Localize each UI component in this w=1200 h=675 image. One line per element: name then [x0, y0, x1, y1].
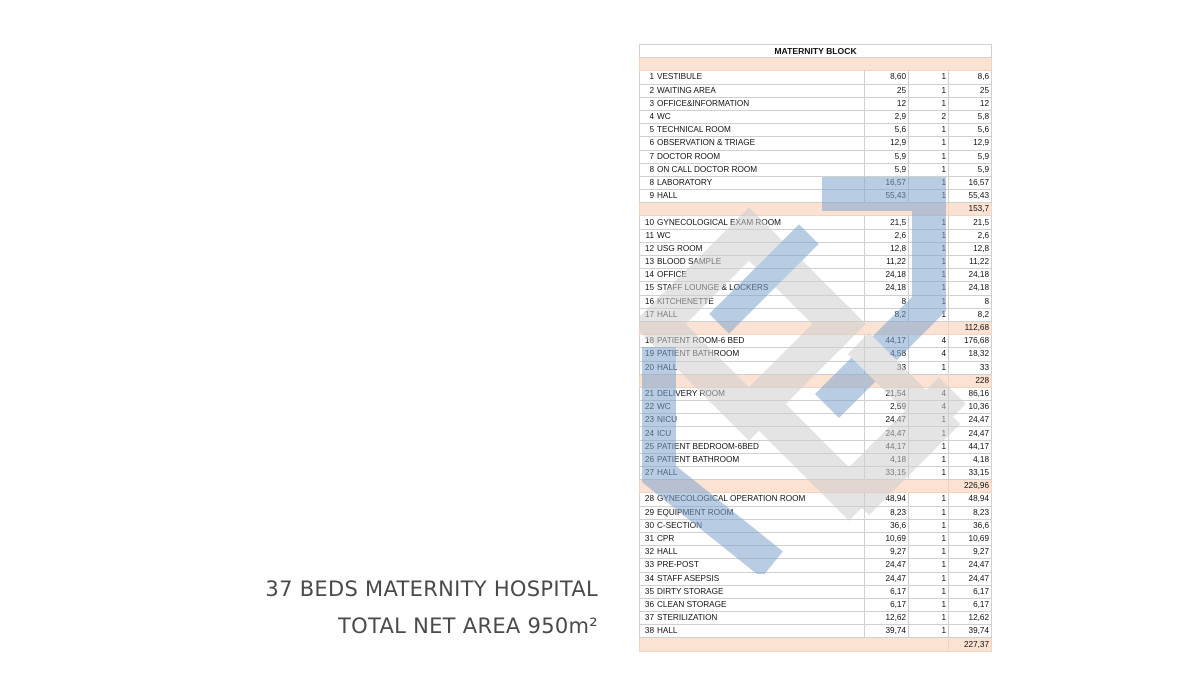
room-count: 1 — [909, 97, 949, 110]
room-total: 12 — [949, 97, 992, 110]
room-number: 1 — [649, 72, 654, 82]
table-row — [640, 453, 992, 466]
room-name: ON CALL DOCTOR ROOM — [657, 164, 758, 174]
room-total: 12,62 — [949, 612, 992, 625]
room-name: NICU — [657, 415, 678, 425]
room-count: 1 — [909, 467, 949, 480]
room-name: PATIENT BATHROOM — [657, 454, 740, 464]
room-number: 27 — [644, 468, 654, 478]
table-row — [640, 110, 992, 123]
caption-total-area: TOTAL NET AREA 950m² — [338, 614, 598, 638]
room-cell — [640, 84, 865, 97]
subtotal-spacer — [640, 374, 949, 387]
room-total: 39,74 — [949, 625, 992, 638]
room-cell — [640, 598, 865, 611]
subtotal-row — [640, 638, 992, 651]
room-cell — [640, 335, 865, 348]
room-cell — [640, 519, 865, 532]
room-cell — [640, 427, 865, 440]
room-area: 2,6 — [865, 229, 909, 242]
room-area: 48,94 — [865, 493, 909, 506]
room-count: 1 — [909, 84, 949, 97]
room-name: ICU — [657, 428, 672, 438]
room-cell — [640, 440, 865, 453]
room-total: 5,9 — [949, 150, 992, 163]
room-area: 24,18 — [865, 282, 909, 295]
room-cell — [640, 190, 865, 203]
room-area: 12 — [865, 97, 909, 110]
subtotal-spacer — [640, 321, 949, 334]
room-number: 19 — [644, 349, 654, 359]
table-row — [640, 546, 992, 559]
room-total: 2,6 — [949, 229, 992, 242]
room-name: HALL — [657, 191, 678, 201]
table-row — [640, 242, 992, 255]
room-cell — [640, 585, 865, 598]
room-total: 21,5 — [949, 216, 992, 229]
room-count: 1 — [909, 216, 949, 229]
room-count: 1 — [909, 361, 949, 374]
room-name: KITCHENETTE — [657, 296, 714, 306]
room-cell — [640, 256, 865, 269]
room-total: 5,9 — [949, 163, 992, 176]
room-count: 1 — [909, 559, 949, 572]
room-count: 1 — [909, 414, 949, 427]
room-count: 1 — [909, 519, 949, 532]
room-area: 5,9 — [865, 163, 909, 176]
room-total: 6,17 — [949, 598, 992, 611]
table-row — [640, 493, 992, 506]
table-row — [640, 335, 992, 348]
room-cell — [640, 414, 865, 427]
room-total: 8,23 — [949, 506, 992, 519]
table-row — [640, 308, 992, 321]
room-total: 8 — [949, 295, 992, 308]
room-total: 9,27 — [949, 546, 992, 559]
room-area: 8,2 — [865, 308, 909, 321]
table-row — [640, 71, 992, 84]
table-row — [640, 97, 992, 110]
room-cell — [640, 150, 865, 163]
room-number: 34 — [644, 573, 654, 583]
room-count: 1 — [909, 71, 949, 84]
room-count: 1 — [909, 546, 949, 559]
room-count: 1 — [909, 598, 949, 611]
room-total: 12,8 — [949, 242, 992, 255]
table-row — [640, 625, 992, 638]
header-band-row — [640, 58, 992, 71]
room-name: OFFICE&INFORMATION — [657, 98, 750, 108]
subtotal-spacer — [640, 203, 949, 216]
room-total: 24,47 — [949, 427, 992, 440]
room-name: GYNECOLOGICAL OPERATION ROOM — [657, 494, 806, 504]
room-number: 16 — [644, 296, 654, 306]
room-area: 39,74 — [865, 625, 909, 638]
room-total: 36,6 — [949, 519, 992, 532]
room-area: 24,47 — [865, 427, 909, 440]
room-count: 1 — [909, 493, 949, 506]
room-name: PATIENT ROOM-6 BED — [657, 336, 745, 346]
room-name: C-SECTION — [657, 520, 703, 530]
room-count: 1 — [909, 163, 949, 176]
room-area: 10,69 — [865, 532, 909, 545]
room-cell — [640, 532, 865, 545]
room-cell — [640, 625, 865, 638]
table-row — [640, 163, 992, 176]
room-name: HALL — [657, 362, 678, 372]
room-area: 5,6 — [865, 124, 909, 137]
room-number: 3 — [649, 98, 654, 108]
room-number: 17 — [644, 309, 654, 319]
room-area: 8,23 — [865, 506, 909, 519]
room-number: 10 — [644, 217, 654, 227]
room-name: OBSERVATION & TRIAGE — [657, 138, 756, 148]
room-total: 8,2 — [949, 308, 992, 321]
room-area: 6,17 — [865, 585, 909, 598]
room-name: WC — [657, 230, 671, 240]
room-count: 4 — [909, 387, 949, 400]
room-name: EQUIPMENT ROOM — [657, 507, 734, 517]
room-name: STERILIZATION — [657, 613, 718, 623]
room-cell — [640, 282, 865, 295]
table-row — [640, 256, 992, 269]
room-name: STAFF ASEPSIS — [657, 573, 720, 583]
room-number: 2 — [649, 85, 654, 95]
table-row — [640, 176, 992, 189]
room-area: 8,60 — [865, 71, 909, 84]
room-count: 1 — [909, 295, 949, 308]
room-total: 5,8 — [949, 110, 992, 123]
room-cell — [640, 216, 865, 229]
room-number: 24 — [644, 428, 654, 438]
room-area: 4,58 — [865, 348, 909, 361]
table-row — [640, 427, 992, 440]
room-cell — [640, 124, 865, 137]
room-count: 1 — [909, 150, 949, 163]
room-cell — [640, 110, 865, 123]
room-number: 6 — [649, 138, 654, 148]
room-area: 25 — [865, 84, 909, 97]
room-name: GYNECOLOGICAL EXAM ROOM — [657, 217, 781, 227]
room-count: 4 — [909, 348, 949, 361]
room-cell — [640, 546, 865, 559]
table-row — [640, 84, 992, 97]
subtotal-row — [640, 203, 992, 216]
room-name: DIRTY STORAGE — [657, 586, 724, 596]
table-row — [640, 269, 992, 282]
room-name: WC — [657, 112, 671, 122]
room-area: 44,17 — [865, 335, 909, 348]
subtotal-row — [640, 374, 992, 387]
room-name: CPR — [657, 534, 675, 544]
table-row — [640, 150, 992, 163]
table-row — [640, 137, 992, 150]
table-row — [640, 348, 992, 361]
room-cell — [640, 387, 865, 400]
room-total: 24,18 — [949, 269, 992, 282]
room-name: HALL — [657, 626, 678, 636]
room-number: 9 — [649, 191, 654, 201]
room-name: DOCTOR ROOM — [657, 151, 721, 161]
subtotal-value: 226,96 — [949, 480, 992, 493]
room-count: 1 — [909, 242, 949, 255]
room-number: 8 — [649, 164, 654, 174]
room-total: 55,43 — [949, 190, 992, 203]
band-cell — [640, 58, 992, 71]
room-number: 7 — [649, 151, 654, 161]
room-count: 1 — [909, 625, 949, 638]
room-count: 1 — [909, 612, 949, 625]
table-row — [640, 598, 992, 611]
room-name: VESTIBULE — [657, 72, 703, 82]
room-number: 22 — [644, 402, 654, 412]
room-count: 1 — [909, 585, 949, 598]
room-cell — [640, 242, 865, 255]
room-number: 26 — [644, 454, 654, 464]
area-table-body — [640, 45, 992, 652]
table-title: MATERNITY BLOCK — [640, 45, 992, 58]
table-row — [640, 559, 992, 572]
table-row — [640, 414, 992, 427]
room-total: 86,16 — [949, 387, 992, 400]
room-count: 1 — [909, 427, 949, 440]
room-number: 29 — [644, 507, 654, 517]
room-number: 28 — [644, 494, 654, 504]
room-cell — [640, 163, 865, 176]
room-cell — [640, 559, 865, 572]
room-total: 8,6 — [949, 71, 992, 84]
table-row — [640, 612, 992, 625]
table-row — [640, 467, 992, 480]
room-name: TECHNICAL ROOM — [657, 125, 731, 135]
room-count: 2 — [909, 110, 949, 123]
room-area: 24,18 — [865, 269, 909, 282]
room-cell — [640, 308, 865, 321]
area-schedule-sheet — [639, 44, 991, 652]
room-count: 1 — [909, 229, 949, 242]
table-row — [640, 216, 992, 229]
room-number: 37 — [644, 613, 654, 623]
room-area: 24,47 — [865, 559, 909, 572]
room-total: 10,36 — [949, 401, 992, 414]
room-total: 24,47 — [949, 414, 992, 427]
room-cell — [640, 71, 865, 84]
room-count: 1 — [909, 124, 949, 137]
room-number: 23 — [644, 415, 654, 425]
table-row — [640, 295, 992, 308]
table-row — [640, 532, 992, 545]
table-row — [640, 361, 992, 374]
room-area: 44,17 — [865, 440, 909, 453]
room-total: 6,17 — [949, 585, 992, 598]
room-name: STAFF LOUNGE & LOCKERS — [657, 283, 769, 293]
table-title-row — [640, 45, 992, 58]
subtotal-value: 227,37 — [949, 638, 992, 651]
room-total: 33,15 — [949, 467, 992, 480]
room-total: 18,32 — [949, 348, 992, 361]
room-area: 24,47 — [865, 414, 909, 427]
subtotal-value: 112,68 — [949, 321, 992, 334]
room-number: 13 — [644, 257, 654, 267]
room-number: 4 — [649, 112, 654, 122]
room-total: 11,22 — [949, 256, 992, 269]
room-cell — [640, 295, 865, 308]
room-number: 35 — [644, 586, 654, 596]
room-cell — [640, 467, 865, 480]
room-count: 1 — [909, 440, 949, 453]
room-cell — [640, 401, 865, 414]
room-name: DELIVERY ROOM — [657, 388, 725, 398]
room-name: OFFICE — [657, 270, 688, 280]
room-name: HALL — [657, 547, 678, 557]
table-row — [640, 190, 992, 203]
room-count: 4 — [909, 401, 949, 414]
room-number: 21 — [644, 388, 654, 398]
room-total: 176,68 — [949, 335, 992, 348]
room-count: 1 — [909, 282, 949, 295]
room-name: BLOOD SAMPLE — [657, 257, 722, 267]
room-count: 1 — [909, 269, 949, 282]
room-area: 6,17 — [865, 598, 909, 611]
room-count: 1 — [909, 190, 949, 203]
room-number: 30 — [644, 520, 654, 530]
room-total: 4,18 — [949, 453, 992, 466]
subtotal-value: 153,7 — [949, 203, 992, 216]
subtotal-row — [640, 321, 992, 334]
room-name: USG ROOM — [657, 243, 703, 253]
room-total: 25 — [949, 84, 992, 97]
room-name: LABORATORY — [657, 177, 713, 187]
room-cell — [640, 572, 865, 585]
room-area: 12,8 — [865, 242, 909, 255]
room-count: 4 — [909, 335, 949, 348]
room-cell — [640, 506, 865, 519]
room-cell — [640, 176, 865, 189]
table-row — [640, 124, 992, 137]
room-cell — [640, 269, 865, 282]
room-name: PRE-POST — [657, 560, 699, 570]
room-name: CLEAN STORAGE — [657, 599, 727, 609]
room-cell — [640, 453, 865, 466]
room-area: 33,15 — [865, 467, 909, 480]
room-count: 1 — [909, 308, 949, 321]
room-area: 2,59 — [865, 401, 909, 414]
room-count: 1 — [909, 176, 949, 189]
room-area: 36,6 — [865, 519, 909, 532]
room-total: 44,17 — [949, 440, 992, 453]
room-total: 16,57 — [949, 176, 992, 189]
room-total: 10,69 — [949, 532, 992, 545]
room-total: 12,9 — [949, 137, 992, 150]
table-row — [640, 572, 992, 585]
room-total: 24,18 — [949, 282, 992, 295]
table-row — [640, 506, 992, 519]
table-row — [640, 585, 992, 598]
room-total: 33 — [949, 361, 992, 374]
subtotal-value: 228 — [949, 374, 992, 387]
room-cell — [640, 612, 865, 625]
room-number: 11 — [645, 230, 654, 240]
room-cell — [640, 493, 865, 506]
room-name: PATIENT BEDROOM-6BED — [657, 441, 759, 451]
room-area: 4,18 — [865, 453, 909, 466]
room-number: 33 — [644, 560, 654, 570]
area-table — [639, 44, 992, 652]
room-count: 1 — [909, 453, 949, 466]
room-number: 14 — [644, 270, 654, 280]
room-name: WC — [657, 402, 671, 412]
room-count: 1 — [909, 572, 949, 585]
room-area: 9,27 — [865, 546, 909, 559]
room-total: 48,94 — [949, 493, 992, 506]
table-row — [640, 519, 992, 532]
room-number: 8 — [649, 177, 654, 187]
room-name: WAITING AREA — [657, 85, 716, 95]
room-area: 24,47 — [865, 572, 909, 585]
room-total: 24,47 — [949, 559, 992, 572]
room-number: 20 — [644, 362, 654, 372]
table-row — [640, 282, 992, 295]
subtotal-row — [640, 480, 992, 493]
room-count: 1 — [909, 137, 949, 150]
room-name: PATIENT BATHROOM — [657, 349, 740, 359]
room-name: HALL — [657, 309, 678, 319]
room-number: 32 — [644, 547, 654, 557]
room-cell — [640, 361, 865, 374]
subtotal-spacer — [640, 480, 949, 493]
room-count: 1 — [909, 506, 949, 519]
room-count: 1 — [909, 532, 949, 545]
room-area: 21,54 — [865, 387, 909, 400]
subtotal-spacer — [640, 638, 949, 651]
room-number: 18 — [644, 336, 654, 346]
room-total: 24,47 — [949, 572, 992, 585]
room-cell — [640, 97, 865, 110]
table-row — [640, 401, 992, 414]
room-number: 5 — [649, 125, 654, 135]
room-area: 2,9 — [865, 110, 909, 123]
room-area: 33 — [865, 361, 909, 374]
caption-title: 37 BEDS MATERNITY HOSPITAL — [265, 577, 598, 601]
room-number: 36 — [644, 599, 654, 609]
room-number: 15 — [644, 283, 654, 293]
room-area: 8 — [865, 295, 909, 308]
room-cell — [640, 348, 865, 361]
table-row — [640, 229, 992, 242]
room-cell — [640, 137, 865, 150]
room-count: 1 — [909, 256, 949, 269]
table-row — [640, 387, 992, 400]
room-name: HALL — [657, 468, 678, 478]
room-number: 12 — [644, 243, 654, 253]
room-number: 38 — [644, 626, 654, 636]
room-area: 12,9 — [865, 137, 909, 150]
room-cell — [640, 229, 865, 242]
room-number: 31 — [644, 534, 654, 544]
table-row — [640, 440, 992, 453]
room-area: 55,43 — [865, 190, 909, 203]
room-area: 5,9 — [865, 150, 909, 163]
room-number: 25 — [644, 441, 654, 451]
room-area: 16,57 — [865, 176, 909, 189]
room-area: 12,62 — [865, 612, 909, 625]
room-total: 5,6 — [949, 124, 992, 137]
room-area: 21,5 — [865, 216, 909, 229]
room-area: 11,22 — [865, 256, 909, 269]
